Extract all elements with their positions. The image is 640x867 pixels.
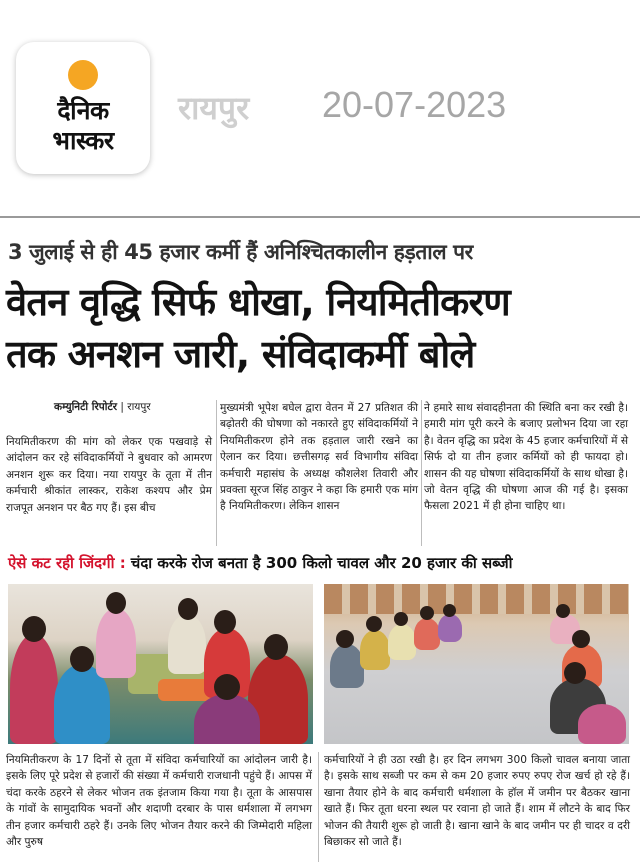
photo-cooking-women xyxy=(8,584,313,744)
byline-name: कम्युनिटी रिपोर्टर xyxy=(54,401,118,413)
edition-city: रायपुर xyxy=(178,89,250,127)
body-column-1: नियमितीकरण की मांग को लेकर एक पखवाड़े से आंदोलन कर रहे संविदाकर्मियों ने बुधवार को आमरण अनशन शुरू कर दिया। नया रायपुर के तूता में तीन कर्मचारी श्रीकांत लास्कर, राकेश कश्यप और प्रेम राजपूत अनशन पर बैठ गए हैं। इस बीच xyxy=(6,436,212,514)
article-headline xyxy=(6,276,636,380)
logo-line-1: दैनिक xyxy=(57,96,109,125)
column-divider xyxy=(318,752,319,862)
body-column-4: नियमितीकरण के 17 दिनों से तूता में संविदा कर्मचारियों का आंदोलन जारी है। इसके लिए पूरे प्रदेश से हजारों की संख्या में कर्मचारी राजधानी पहुंचे हैं। आपस में चंदा करके ठहरने से लेकर भोजन तक इंतजाम किया गया है। तूता के आसपास के गांवों के सामुदायिक भवनों और शदाणी दरबार के पास धर्मशाला में लगभग तीन हजार कर्मचारी ठहरे हैं। उनके लिए भोजन तैयार करने की जिम्मेदारी महिला और पुरुष xyxy=(6,754,312,849)
article-kicker: 3 जुलाई से ही 45 हजार कर्मी हैं अनिश्चितकालीन हड़ताल पर xyxy=(8,240,473,264)
column-divider xyxy=(216,400,217,546)
photo-workers-eating xyxy=(324,584,629,744)
body-column-2: मुख्यमंत्री भूपेश बघेल द्वारा वेतन में 27 प्रतिशत की बढ़ोतरी की घोषणा को नकारते हुए संविदाकर्मियों ने नियमितीकरण होने तक हड़ताल जारी रखने का ऐलान कर दिया। छत्तीसगढ़ सर्व विभागीय संविदा कर्मचारी महासंघ के अध्यक्ष कौशलेश तिवारी और प्रवक्ता सूरज सिंह ठाकुर ने कहा कि हमारी एक मांग है नियमितीकरण। लेकिन शासन xyxy=(220,402,418,513)
column-divider xyxy=(421,400,422,546)
header-divider xyxy=(0,216,640,218)
subhead-black-part: चंदा करके रोज बनता है 300 किलो चावल और 20 हजार की सब्जी xyxy=(130,554,513,572)
byline: कम्युनिटी रिपोर्टर | रायपुर xyxy=(54,401,151,413)
logo-line-2: भास्कर xyxy=(52,126,114,155)
sun-icon xyxy=(68,60,98,90)
byline-place: रायपुर xyxy=(127,401,151,413)
headline-line-2: तक अनशन जारी, संविदाकर्मी बोले xyxy=(6,332,475,376)
newspaper-logo xyxy=(16,42,150,174)
edition-date: 20-07-2023 xyxy=(322,84,507,125)
subhead-red-part: ऐसे कट रही जिंदगी : xyxy=(8,554,126,572)
headline-line-1: वेतन वृद्धि सिर्फ धोखा, नियमितीकरण xyxy=(6,280,510,324)
sub-headline xyxy=(8,553,628,577)
body-column-3: ने हमारे साथ संवादहीनता की स्थिति बना कर रखी है। हमारी मांग पूरी करने के बजाए प्रलोभन दिया जा रहा है। वेतन वृद्धि का प्रदेश के 45 हजार कर्मचारियों में से सिर्फ दो या तीन हजार कर्मियों को ही फायदा हो। शासन की यह घोषणा संविदाकर्मियों के साथ धोखा है। जो वेतन वृद्धि की घोषणा आज की गई है। इसका फैसला 2021 में ही होना चाहिए था। xyxy=(424,402,628,513)
body-column-5: कर्मचारियों ने ही उठा रखी है। हर दिन लगभग 300 किलो चावल बनाया जाता है। इसके साथ सब्जी पर कम से कम 20 हजार रुपए रुपए रोज खर्च हो रहे हैं। खाना तैयार होने के बाद कर्मचारी धर्मशाला के हॉल में जमीन पर बैठकर खाना खाते हैं। फिर तूता धरना स्थल पर रवाना हो जाते हैं। शाम में लौटने के बाद फिर भोजन की तैयारी शुरू हो जाती है। खाना खाने के बाद जमीन पर ही चादर व दरी बिछाकर सो जाते हैं। xyxy=(324,754,630,849)
